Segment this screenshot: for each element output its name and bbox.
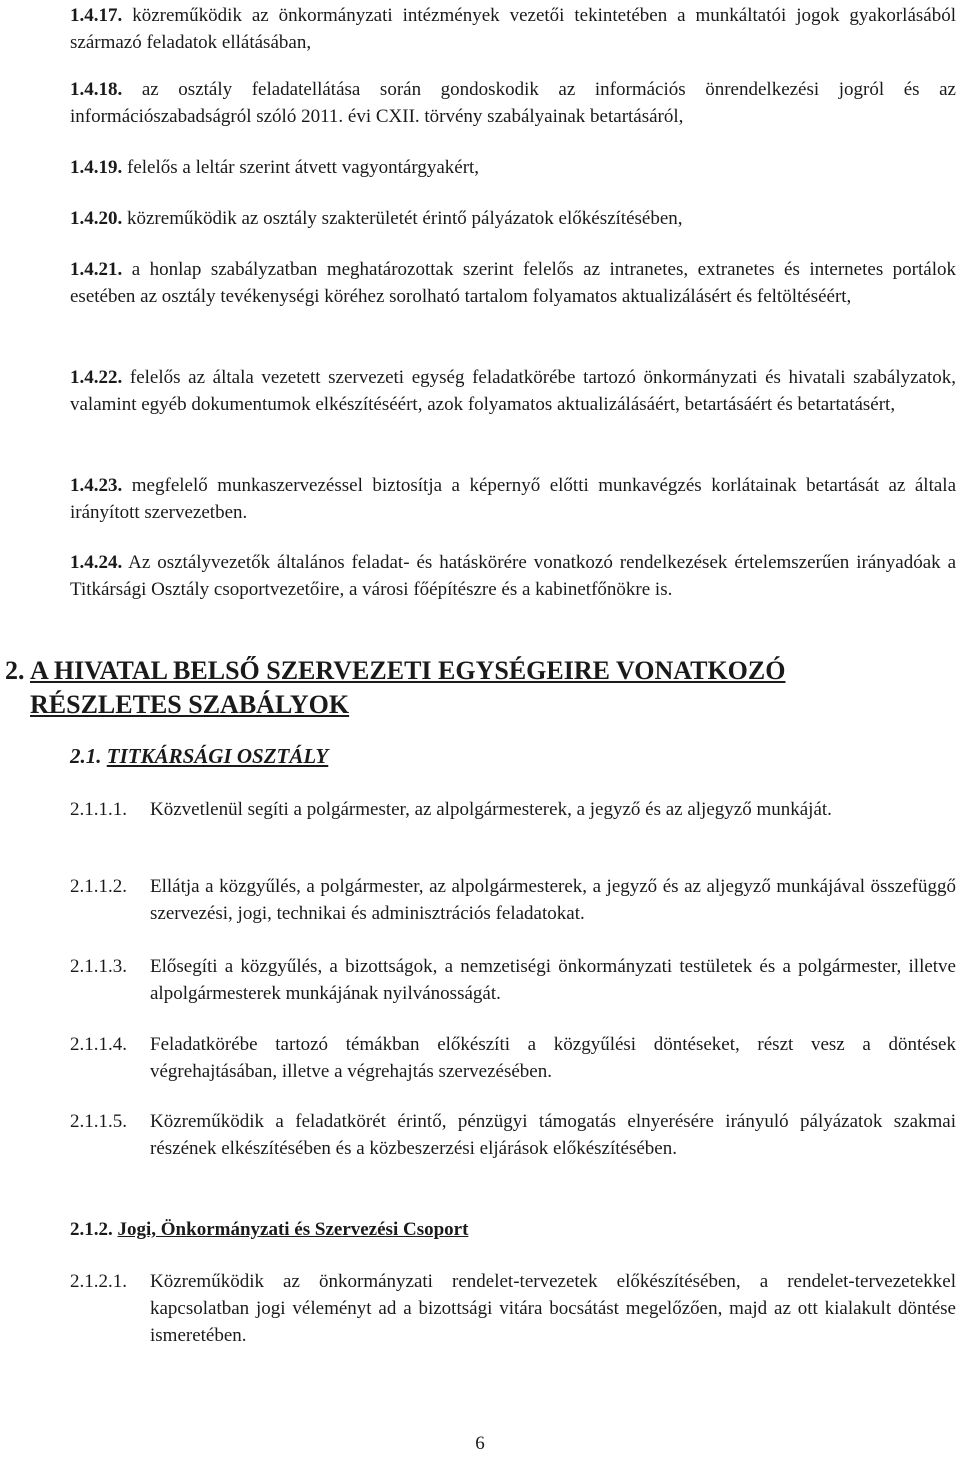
section-title-line-1: A HIVATAL BELSŐ SZERVEZETI EGYSÉGEIRE VONATKOZÓ	[30, 656, 786, 685]
paragraph-number: 1.4.21.	[70, 259, 123, 280]
paragraph-text: közreműködik az önkormányzati intézmények vezetői tekintetében a munkáltatói jogok gyakorlásából származó feladatok ellátásában,	[70, 5, 957, 53]
subitem-number: 2.1.1.5.	[70, 1111, 127, 1132]
section-heading-2-1	[70, 742, 328, 770]
subitem-number: 2.1.1.1.	[70, 799, 127, 820]
subitem-2-1-2-1	[70, 1268, 956, 1349]
paragraph-number: 1.4.19.	[70, 157, 123, 178]
subitem-number: 2.1.1.2.	[70, 876, 127, 897]
paragraph-number: 1.4.22.	[70, 367, 123, 388]
section-number: 2.1.	[70, 744, 102, 768]
paragraph-1-4-24	[70, 549, 956, 603]
paragraph-text: közreműködik az osztály szakterületét érintő pályázatok előkészítésében,	[127, 208, 683, 229]
subitem-text: Ellátja a közgyűlés, a polgármester, az alpolgármesterek, a jegyző és az aljegyző munkájával összefüggő szervezési, jogi, technikai és adminisztrációs feladatokat.	[150, 876, 956, 924]
subitem-number: 2.1.1.4.	[70, 1034, 127, 1055]
paragraph-text: Az osztályvezetők általános feladat- és hatáskörére vonatkozó rendelkezések értelemszerűen irányadóak a Titkársági Osztály csoportvezetőire, a városi főépítészre és a kabinetfőnökre is.	[70, 552, 957, 600]
paragraph-text: felelős az általa vezetett szervezeti egység feladatkörébe tartozó önkormányzati és hivatali szabályzatok, valamint egyéb dokumentumok elkészítéséért, azok folyamatos aktualizálásáért, betartásáért és betartatásért,	[70, 367, 957, 415]
subitem-text: Elősegíti a közgyűlés, a bizottságok, a nemzetiségi önkormányzati testületek és a polgármester, illetve alpolgármesterek munkájának nyilvánosságát.	[150, 956, 956, 1004]
paragraph-number: 1.4.18.	[70, 79, 123, 100]
subitem-number: 2.1.1.3.	[70, 956, 127, 977]
paragraph-1-4-17	[70, 2, 956, 56]
subitem-text: Feladatkörébe tartozó témákban előkészíti a közgyűlési döntéseket, részt vesz a döntések végrehajtásában, illetve a végrehajtás szervezésében.	[150, 1034, 956, 1082]
section-title-line-2: RÉSZLETES SZABÁLYOK	[30, 690, 350, 719]
page-number: 6	[475, 1433, 485, 1454]
paragraph-number: 1.4.20.	[70, 208, 123, 229]
section-number: 2.1.2.	[70, 1219, 113, 1240]
paragraph-1-4-19	[70, 154, 956, 181]
subitem-2-1-1-4	[70, 1031, 956, 1085]
paragraph-1-4-20	[70, 205, 956, 232]
paragraph-text: felelős a leltár szerint átvett vagyontárgyakért,	[127, 157, 480, 178]
paragraph-text: az osztály feladatellátása során gondoskodik az információs önrendelkezési jogról és az információszabadságról szóló 2011. évi CXII. törvény szabályainak betartásáról,	[70, 79, 956, 127]
subitem-2-1-1-2	[70, 873, 956, 927]
paragraph-number: 1.4.17.	[70, 5, 123, 26]
subitem-2-1-1-1	[70, 796, 956, 823]
section-heading-2-1-2	[70, 1216, 468, 1243]
paragraph-number: 1.4.23.	[70, 475, 123, 496]
paragraph-1-4-23	[70, 472, 956, 526]
section-number: 2.	[5, 656, 25, 685]
section-title: TITKÁRSÁGI OSZTÁLY	[106, 744, 329, 768]
paragraph-text: a honlap szabályzatban meghatározottak szerint felelős az intranetes, extranetes és internetes portálok esetében az osztály tevékenységi köréhez sorolható tartalom folyamatos aktualizálásért és feltöltéséért,	[70, 259, 956, 307]
paragraph-text: megfelelő munkaszervezéssel biztosítja a képernyő előtti munkavégzés korlátainak betartását az általa irányított szervezetben.	[70, 475, 957, 523]
subitem-2-1-1-5	[70, 1108, 956, 1162]
section-title: Jogi, Önkormányzati és Szervezési Csoport	[117, 1219, 469, 1240]
paragraph-number: 1.4.24.	[70, 552, 123, 573]
paragraph-1-4-18	[70, 76, 956, 130]
paragraph-1-4-21	[70, 256, 956, 310]
subitem-text: Közvetlenül segíti a polgármester, az alpolgármesterek, a jegyző és az aljegyző munkáját.	[150, 799, 832, 820]
subitem-text: Közreműködik a feladatkörét érintő, pénzügyi támogatás elnyerésére irányuló pályázatok szakmai részének elkészítésében és a közbeszerzési eljárások előkészítésében.	[150, 1111, 956, 1159]
paragraph-1-4-22	[70, 364, 956, 418]
subitem-2-1-1-3	[70, 953, 956, 1007]
subitem-number: 2.1.2.1.	[70, 1271, 127, 1292]
subitem-text: Közreműködik az önkormányzati rendelet-tervezetek előkészítésében, a rendelet-tervezetekkel kapcsolatban jogi véleményt ad a bizottsági vitára bocsátást megelőzően, majd az ott kialakult döntése ismeretében.	[150, 1271, 956, 1346]
